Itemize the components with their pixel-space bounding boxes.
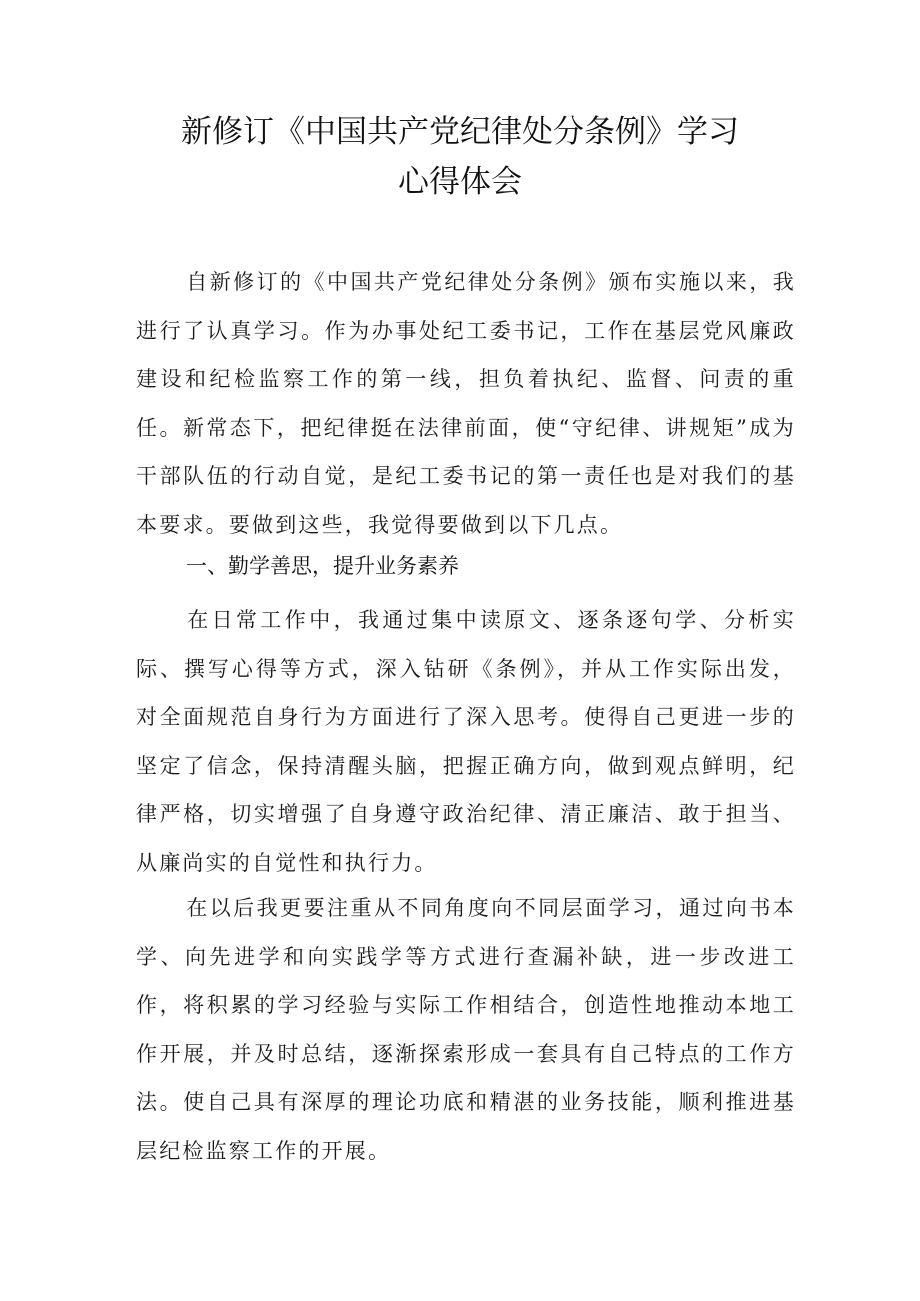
document-title-line2: 心得体会 bbox=[398, 164, 522, 200]
paragraph-section1-b-text: 在以后我更要注重从不同角度向不同层面学习，通过向书本学、向先进学和向实践学等方式进行查漏补缺，进一步改进工作，将积累的学习经验与实际工作相结合，创造性地推动本地工作开展，并及时总结，逐渐探索形成一套具有自己特点的工作方法。使自己具有深厚的理论功底和精湛的业务技能，顺利推进基层纪检监察工作的开展。 bbox=[136, 896, 796, 1163]
paragraph-intro bbox=[136, 258, 796, 549]
paragraph-section1-a-text: 在日常工作中，我通过集中读原文、逐条逐句学、分析实际、撰写心得等方式，深入钻研《条例》，并从工作实际出发，对全面规范自身行为方面进行了深入思考。使得自己更进一步的坚定了信念，保持清醒头脑，把握正确方向，做到观点鲜明，纪律严格，切实增强了自身遵守政治纪律、清正廉洁、敢于担当、从廉尚实的自觉性和执行力。 bbox=[136, 608, 796, 875]
section-heading-1: 一、勤学善思，提升业务素养 bbox=[186, 554, 459, 578]
paragraph-intro-text: 自新修订的《中国共产党纪律处分条例》颁布实施以来，我进行了认真学习。作为办事处纪工委书记，工作在基层党风廉政建设和纪检监察工作的第一线，担负着执纪、监督、问责的重任。新常态下，把纪律挺在法律前面，使“守纪律、讲规矩”成为干部队伍的行动自觉，是纪工委书记的第一责任也是对我们的基本要求。要做到这些，我觉得要做到以下几点。 bbox=[136, 270, 796, 537]
paragraph-section1-a bbox=[136, 596, 796, 887]
paragraph-section1-b bbox=[136, 884, 796, 1175]
document-title-line1: 新修订《中国共产党纪律处分条例》学习 bbox=[181, 114, 739, 150]
